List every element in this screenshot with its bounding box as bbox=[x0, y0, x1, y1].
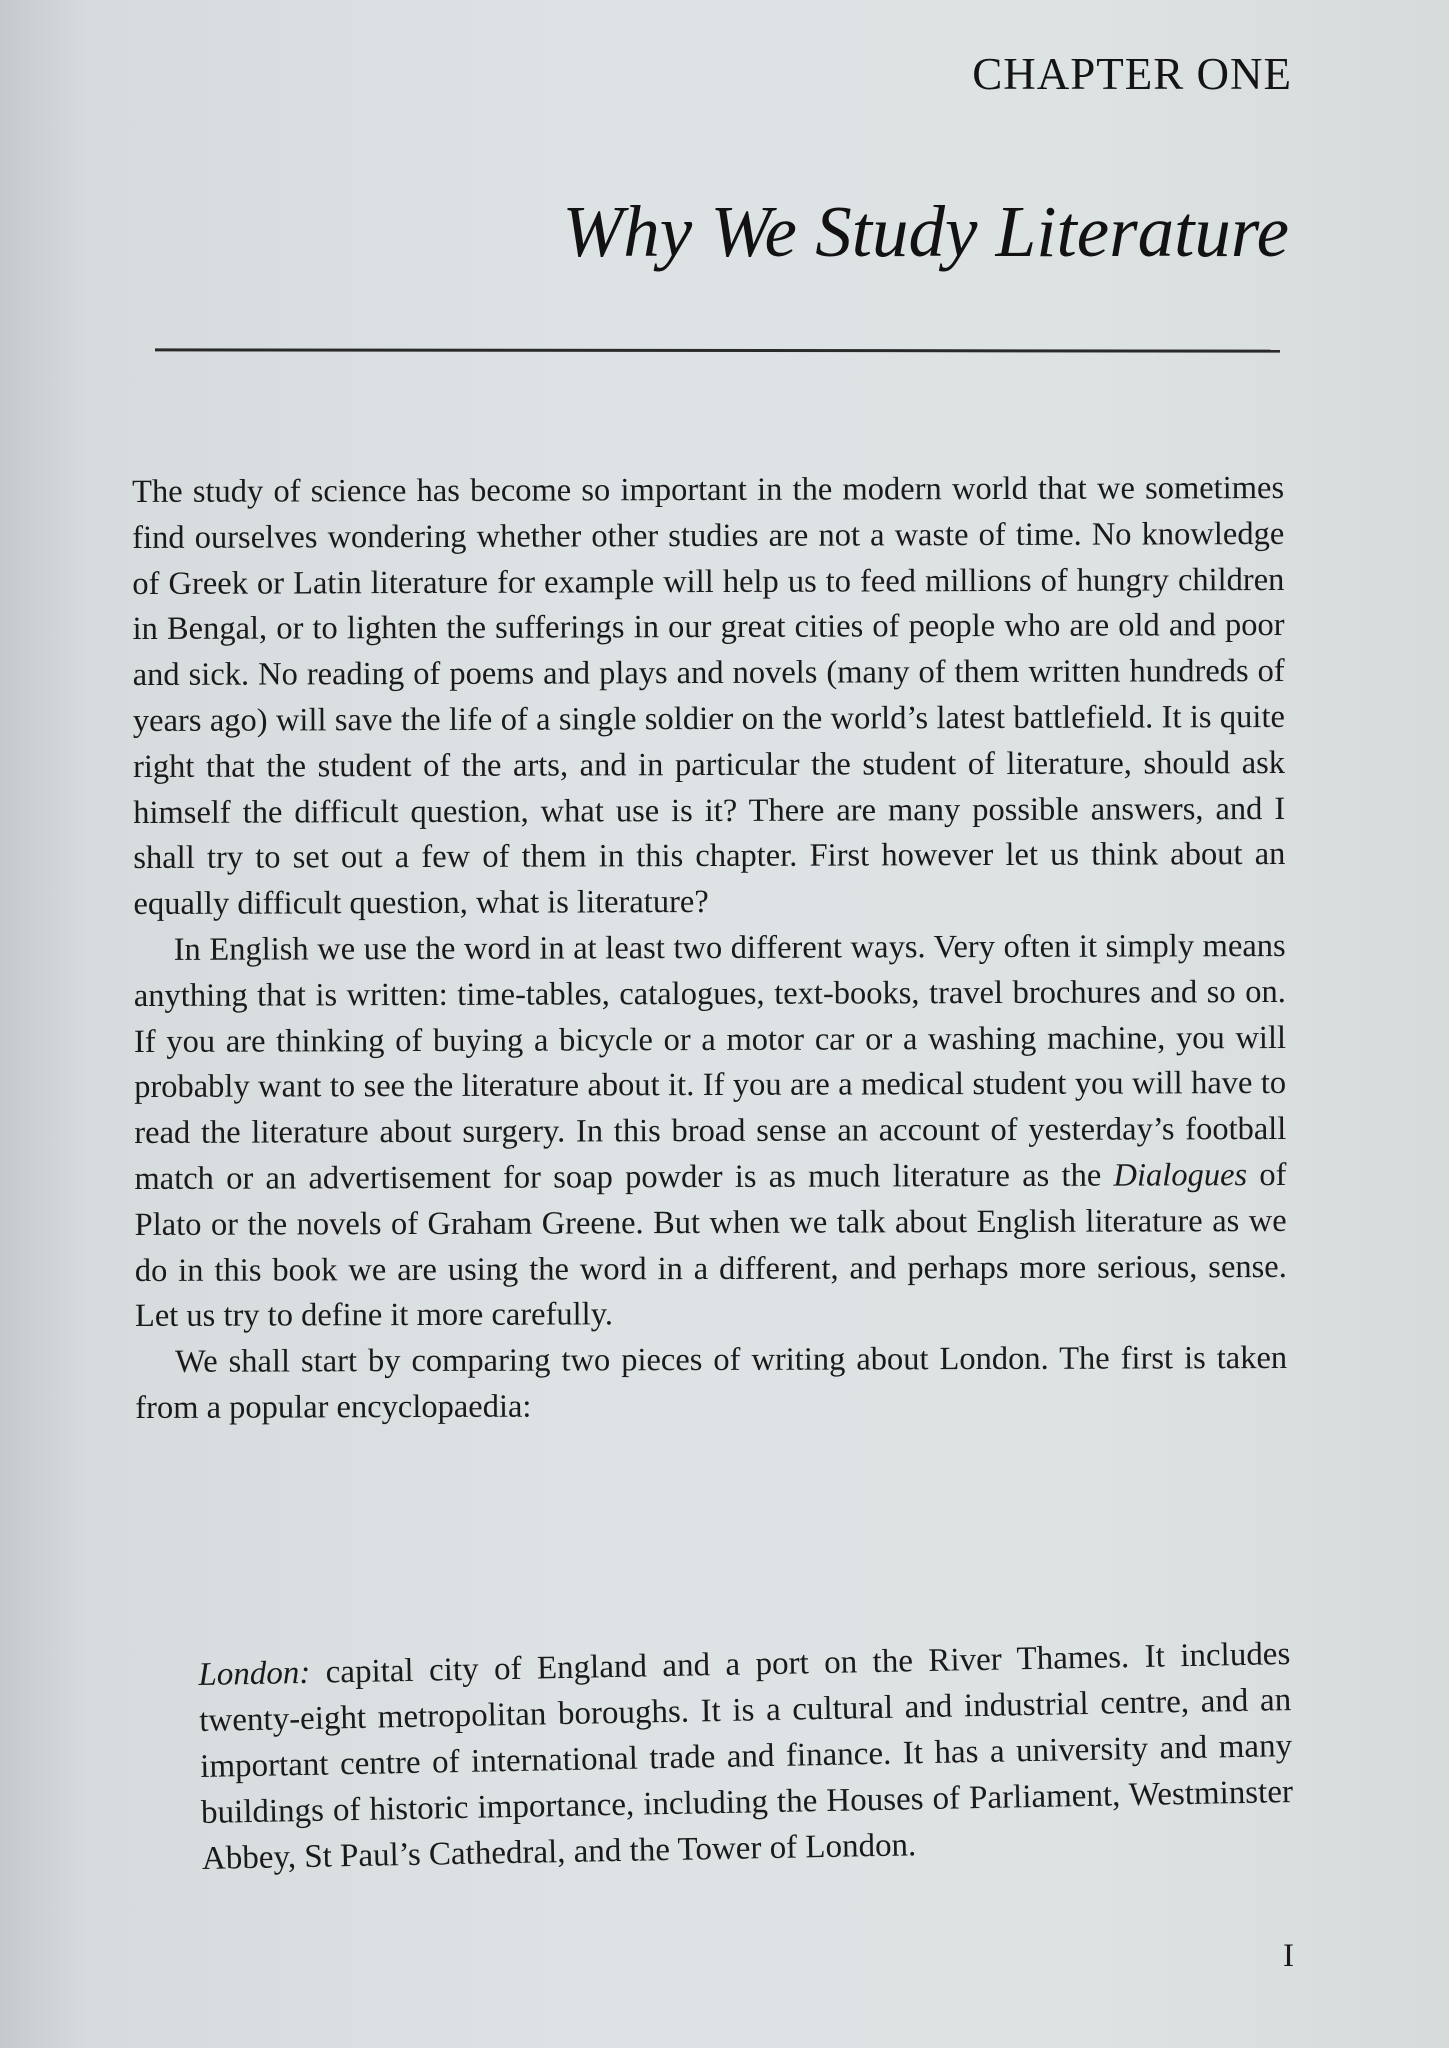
chapter-label: CHAPTER ONE bbox=[972, 49, 1292, 99]
page-number: I bbox=[1283, 1938, 1294, 1974]
paragraph-1: The study of science has become so important in the modern world that we sometimes find ourselves wondering whether other studies are not a waste of time. No knowledge of Greek or Latin literature for example will help us to feed millions of hungry children in Bengal, or to lighten the sufferings in our great cities of people who are old and poor and sick. No reading of poems and plays and novels (many of them written hundreds of years ago) will save the life of a single soldier on the world’s latest battlefield. It is quite right that the student of the arts, and in particular the student of literature, should ask himself the difficult question, what use is it? There are many possible answers, and I shall try to set out a few of them in this chapter. First however let us think about an equally difficult question, what is literature? bbox=[132, 469, 1286, 923]
paragraph-2 bbox=[134, 924, 1287, 1340]
body-text bbox=[132, 466, 1287, 1432]
paragraph-2-text-a: In English we use the word in at least two different ways. Very often it simply means anything that is written: time-tables, catalogues, text-books, travel brochures and so on. If you are thinking of buying a bicycle or a motor car or a washing machine, you will probably want to see the literature about it. If you are a medical student you will have to read the literature about surgery. In this broad sense an account of yesterday’s football match or an advertisement for soap powder is as much literature as the bbox=[133, 927, 1287, 1197]
block-quote bbox=[198, 1631, 1294, 1882]
quote-lead: London: bbox=[198, 1654, 311, 1693]
title-rule bbox=[155, 348, 1280, 352]
paragraph-2-italic-title: Dialogues bbox=[1113, 1157, 1248, 1194]
chapter-title: Why We Study Literature bbox=[562, 191, 1289, 272]
paragraph-3: We shall start by comparing two pieces of writing about London. The first is taken from a popular encyclopaedia: bbox=[135, 1340, 1288, 1426]
paragraph-2-text-b: of Plato or the novels of Graham Greene. But when we talk about English literature as we do in this book we are using the word in a different, and perhaps more serious, sense. Let us try to define it more carefully. bbox=[134, 1156, 1287, 1335]
quote-text: capital city of England and a port on the River Thames. It includes twenty-eight metropolitan boroughs. It is a cultural and industrial centre, and an important centre of international trade and finance. It has a university and many buildings of historic importance, including the Houses of Parliament, Westminster Abbey, St Paul’s Cathedral, and the Tower of London. bbox=[198, 1636, 1294, 1877]
quote-paragraph bbox=[198, 1631, 1294, 1882]
